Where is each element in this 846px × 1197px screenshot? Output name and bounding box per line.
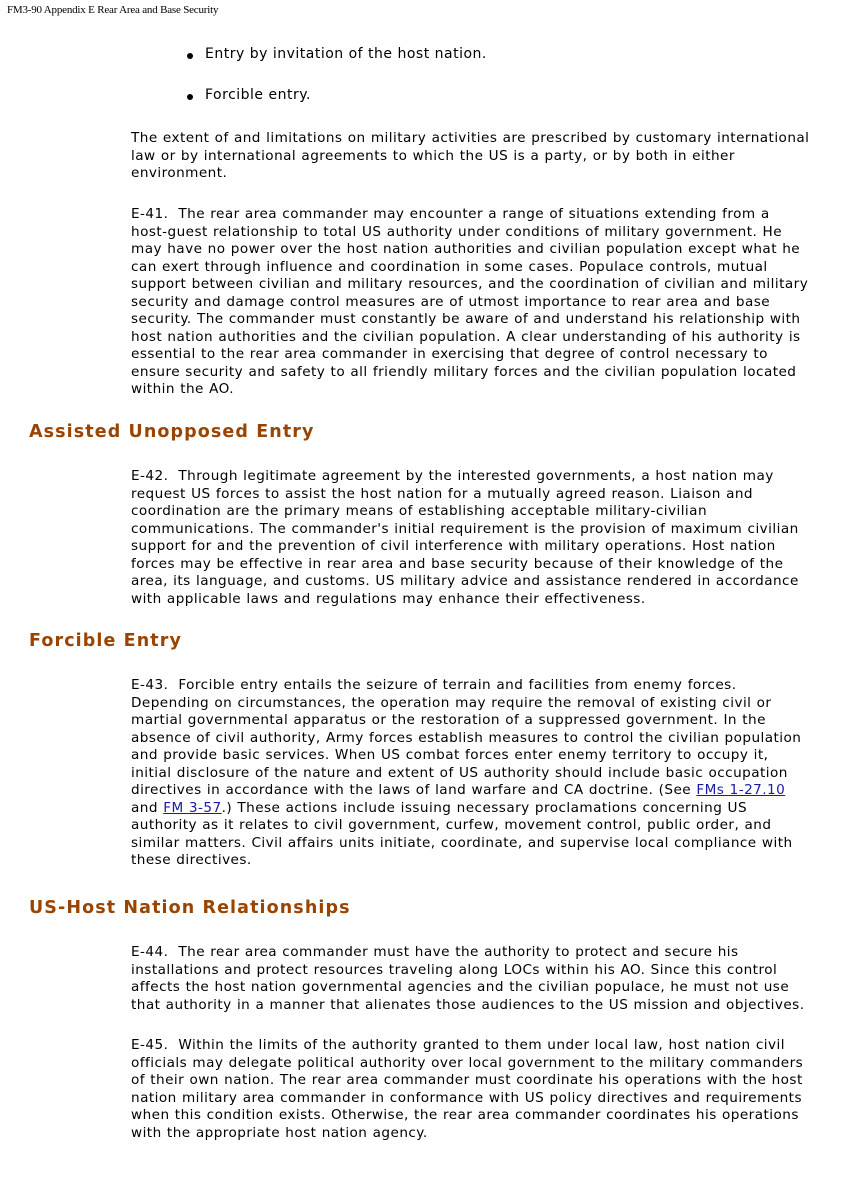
paragraph-e43 [131,677,811,870]
bullet-dot-icon [187,94,193,100]
paragraph-number: E-41. [131,206,169,222]
paragraph-e45 [131,1037,811,1142]
paragraph-text: .) These actions include issuing necessary proclamations concerning US authority as it relates to civil government, curfew, movement control, public order, and similar matters. Civil affairs units initiate, coordinate, and supervise local compliance with these directives. [131,799,793,868]
section-heading-forcible-entry: Forcible Entry [29,631,182,651]
paragraph-e44 [131,944,811,1014]
list-item [185,87,487,104]
paragraph-text: The rear area commander may encounter a range of situations extending from a host-guest relationship to total US authority under conditions of military government. He may have no power over the host nation authorities and civilian population except what he can exert through influence and coordination in some cases. Populace controls, mutual support between civilian and military resources, and the coordination of civilian and military security and damage control measures are of utmost importance to rear area and base security. The commander must constantly be aware of and understand his relationship with host nation authorities and the civilian population. A clear understanding of his authority is essential to the rear area commander in exercising that degree of control necessary to ensure security and safety to all friendly military forces and the civilian population located within the AO. [131,206,809,397]
paragraph-number: E-45. [131,1037,169,1053]
bullet-text: Entry by invitation of the host nation. [205,46,487,62]
bullet-dot-icon [187,53,193,59]
paragraph-number: E-44. [131,944,169,960]
bullet-text: Forcible entry. [205,87,311,103]
paragraph-text: The rear area commander must have the authority to protect and secure his installations and protect resources traveling along LOCs within his AO. Since this control affects the host nation governmental agencies and the civilian populace, he must not use that authority in a manner that alienates those audiences to the US mission and objectives. [131,944,805,1013]
bullet-list [185,46,487,128]
link-fms-1-27-10[interactable]: FMs 1-27.10 [696,782,786,798]
link-fm-3-57[interactable]: FM 3-57 [163,799,222,816]
running-header: FM3-90 Appendix E Rear Area and Base Security [7,4,219,16]
paragraph-number: E-43. [131,677,169,693]
paragraph-text: Through legitimate agreement by the interested governments, a host nation may request US forces to assist the host nation for a mutually agreed reason. Liaison and coordination are the primary means of establishing acceptable military-civilian communications. The commander's initial requirement is the provision of maximum civilian support for and the prevention of civil interference with military operations. Host nation forces may be effective in rear area and base security because of their knowledge of the area, its language, and customs. US military advice and assistance rendered in accordance with applicable laws and regulations may enhance their effectiveness. [131,468,799,607]
paragraph-text: Within the limits of the authority granted to them under local law, host nation civil officials may delegate political authority over local government to the military commanders of their own nation. The rear area commander must coordinate his operations with the host nation military area commander in conformance with US policy directives and requirements when this condition exists. Otherwise, the rear area commander coordinates his operations with the appropriate host nation agency. [131,1037,804,1141]
list-item [185,46,487,63]
paragraph-number: E-42. [131,468,169,484]
paragraph-e41 [131,206,811,399]
section-heading-us-host-nation-relationships: US-Host Nation Relationships [29,898,351,918]
paragraph-e42 [131,468,811,608]
paragraph-text: and [131,799,164,816]
section-heading-assisted-unopposed-entry: Assisted Unopposed Entry [29,422,315,442]
intro-paragraph: The extent of and limitations on military activities are prescribed by customary international law or by international agreements to which the US is a party, or by both in either environment. [131,130,810,181]
paragraph-text: Forcible entry entails the seizure of terrain and facilities from enemy forces. Depending on circumstances, the operation may require the removal of existing civil or martial governmental apparatus or the restoration of a suppressed government. In the absence of civil authority, Army forces establish measures to control the civilian population and provide basic services. When US combat forces enter enemy territory to occupy it, initial disclosure of the nature and extent of US authority should include basic occupation directives in accordance with the laws of land warfare and CA doctrine. (See [131,677,802,798]
